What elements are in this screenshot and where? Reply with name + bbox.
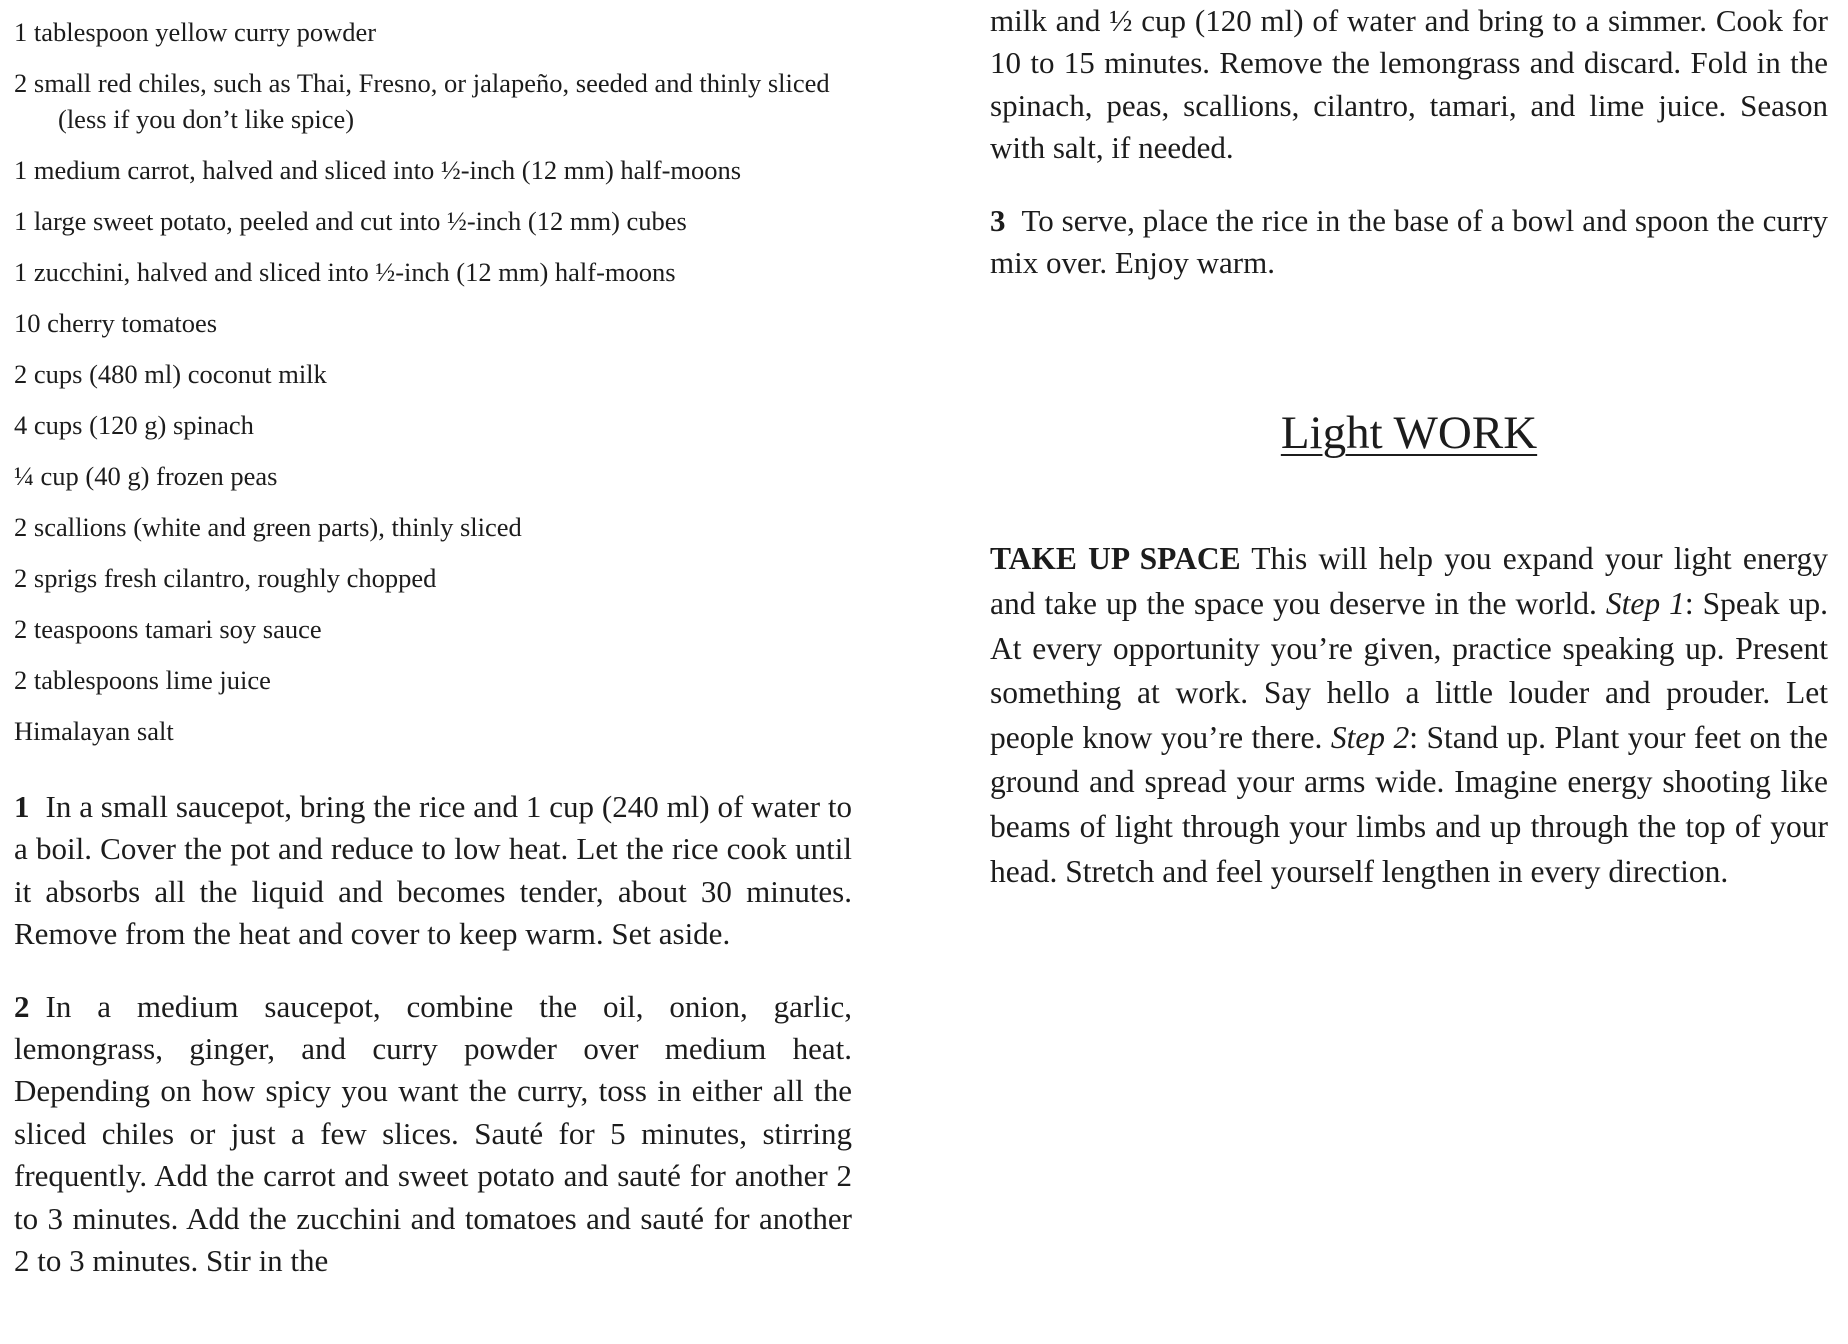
ingredient-list: [14, 0, 852, 749]
step-1-label: Step 1: [1605, 586, 1685, 622]
step-number: 1: [14, 789, 30, 824]
ingredient-item: 2 teaspoons tamari soy sauce: [14, 614, 322, 644]
method-step-2-continued: [990, 0, 1828, 170]
step-text: milk and ½ cup (120 ml) of water and bring to a simmer. Cook for 10 to 15 minutes. Remove the lemongrass and discard. Fold in the spinach, peas, scallions, cilantro, tamari, and lime juice. Season with salt, if needed.: [990, 3, 1828, 166]
ingredient-item: ¼ cup (40 g) frozen peas: [14, 461, 278, 491]
step-text: In a small saucepot, bring the rice and 1 cup (240 ml) of water to a boil. Cover the pot and reduce to low heat. Let the rice cook until it absorbs all the liquid and becomes tender, about 30 minutes. Remove from the heat and cover to keep warm. Set aside.: [14, 789, 852, 952]
section-title-text: Light WORK: [1280, 407, 1538, 460]
step-number: 3: [990, 202, 1006, 238]
ingredient-item: 1 medium carrot, halved and sliced into ½-inch (12 mm) half-moons: [14, 155, 742, 185]
step-2-text: : Stand up. Plant your feet on the ground and spread your arms wide. Imagine energy shooting like beams of light through your limbs and up through the top of your head. Stretch and feel yourself lengthen in every direction.: [990, 719, 1828, 889]
ingredient-item: 1 tablespoon yellow curry powder: [14, 17, 377, 47]
ingredient-item: 1 large sweet potato, peeled and cut into ½-inch (12 mm) cubes: [14, 206, 687, 236]
light-work-paragraph: [990, 537, 1828, 894]
step-text: In a medium saucepot, combine the oil, onion, garlic, lemongrass, ginger, and curry powder over medium heat. Depending on how spicy you want the curry, toss in either all the sliced chiles or just a few slices. Sauté for 5 minutes, stirring frequently. Add the carrot and sweet potato and sauté for another 2 to 3 minutes. Add the zucchini and tomatoes and sauté for another 2 to 3 minutes. Stir in the: [14, 988, 852, 1279]
step-text: To serve, place the rice in the base of a bowl and spoon the curry mix over. Enjoy warm.: [990, 202, 1828, 281]
ingredient-item: 10 cherry tomatoes: [14, 308, 218, 338]
ingredient-item: 2 cups (480 ml) coconut milk: [14, 359, 327, 389]
section-title: [990, 405, 1828, 461]
ingredient-item: Himalayan salt: [14, 716, 174, 746]
ingredient-item: 2 sprigs fresh cilantro, roughly chopped: [14, 563, 437, 593]
ingredient-item: 2 scallions (white and green parts), thinly sliced: [14, 512, 522, 542]
ingredient-item: 4 cups (120 g) spinach: [14, 410, 254, 440]
light-work-intro: This will help you expand your light energy and take up the space you deserve in the world.: [990, 541, 1828, 622]
method-step-3: [990, 200, 1828, 285]
ingredient-item: 1 zucchini, halved and sliced into ½-inch (12 mm) half-moons: [14, 257, 676, 287]
step-2-label: Step 2: [1330, 719, 1410, 755]
method-step-1: [14, 786, 852, 956]
step-1-text: : Speak up. At every opportunity you’re given, practice speaking up. Present something at work. Say hello a little louder and prouder. Let people know you’re there.: [990, 586, 1829, 755]
light-work-lead: TAKE UP SPACE: [990, 541, 1241, 577]
ingredient-item: 2 small red chiles, such as Thai, Fresno, or jalapeño, seeded and thinly sliced (less if you don’t like spice): [14, 68, 830, 134]
right-column: [990, 0, 1828, 894]
step-number: 2: [14, 988, 30, 1024]
left-column: [14, 0, 852, 1282]
ingredient-item: 2 tablespoons lime juice: [14, 665, 271, 695]
method-step-2: [14, 986, 852, 1283]
